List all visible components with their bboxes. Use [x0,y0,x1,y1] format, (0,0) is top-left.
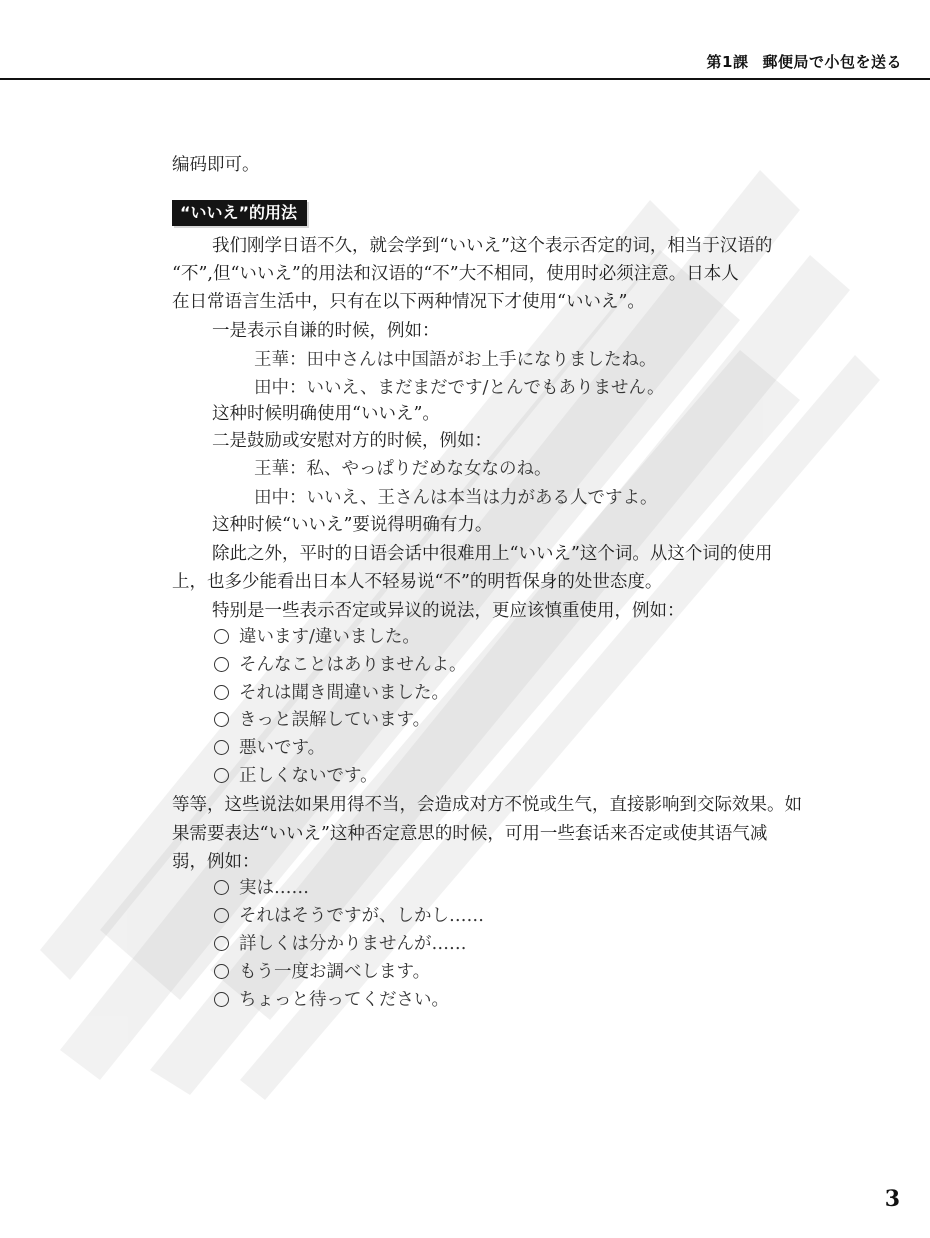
list-item [214,768,378,786]
paragraph-1-line-2: “不”,但“いいえ”的用法和汉语的“不”大不相同，使用时必须注意。日本人 [172,264,739,284]
list-item-text: 悪いです。 [239,738,326,758]
list-item [214,936,467,954]
case-1-example-1: 王華：田中さんは中国語がお上手になりましたね。 [254,350,657,370]
list-item-text: 詳しくは分かりませんが…… [239,934,467,954]
header-lesson: 第1課 [706,53,749,71]
paragraph-3-line-1: 特别是一些表示否定或异议的说法，更应该慎重使用，例如： [212,601,685,621]
circle-bullet-icon [214,964,229,979]
circle-bullet-icon [214,629,229,644]
list-item-text: きっと誤解しています。 [239,710,431,730]
circle-bullet-icon [214,936,229,951]
paragraph-4-line-3: 弱，例如： [172,852,260,872]
list-item [214,964,430,982]
list-item [214,629,420,647]
list-item-text: ちょっと待ってください。 [239,990,449,1010]
list-item [214,657,467,675]
case-1-intro: 一是表示自谦的时候，例如： [212,321,440,341]
intro-line: 编码即可。 [172,155,260,175]
page-number: 3 [884,1186,900,1212]
list-item-text: そんなことはありませんよ。 [239,655,467,675]
case-2-example-1: 王華：私、やっぱりだめな女なのね。 [254,459,552,479]
case-1-note: 这种时候明确使用“いいえ”。 [212,404,440,424]
paragraph-4-line-2: 果需要表达“いいえ”这种否定意思的时候，可用一些套话来否定或使其语气减 [172,824,768,844]
paragraph-2-line-2: 上，也多少能看出日本人不轻易说“不”的明哲保身的处世态度。 [172,572,663,592]
circle-bullet-icon [214,992,229,1007]
list-item-text: それは聞き間違いました。 [239,683,449,703]
paragraph-2-line-1: 除此之外，平时的日语会话中很难用上“いいえ”这个词。从这个词的使用 [212,544,773,564]
paragraph-4-line-1: 等等，这些说法如果用得不当，会造成对方不悦或生气，直接影响到交际效果。如 [172,795,802,815]
circle-bullet-icon [214,908,229,923]
list-item-text: もう一度お調べします。 [239,962,431,982]
case-2-example-2: 田中：いいえ、王さんは本当は力がある人ですよ。 [254,488,658,508]
case-1-example-2: 田中：いいえ、まだまだです/とんでもありません。 [254,378,665,398]
list-item-text: それはそうですが、しかし…… [239,906,484,926]
paragraph-1-line-3: 在日常语言生活中，只有在以下两种情况下才使用“いいえ”。 [172,292,645,312]
list-item [214,685,449,703]
list-item-text: 正しくないです。 [239,766,378,786]
list-item [214,712,430,730]
running-header [707,51,902,72]
list-item-text: 違います/違いました。 [239,627,420,647]
circle-bullet-icon [214,712,229,727]
circle-bullet-icon [214,768,229,783]
list-item [214,992,449,1010]
circle-bullet-icon [214,657,229,672]
list-item [214,880,309,898]
case-2-note: 这种时候“いいえ”要说得明确有力。 [212,515,493,535]
circle-bullet-icon [214,740,229,755]
circle-bullet-icon [214,685,229,700]
circle-bullet-icon [214,880,229,895]
list-item [214,740,325,758]
section-heading: “いいえ”的用法 [172,200,307,226]
header-rule [0,78,930,80]
case-2-intro: 二是鼓励或安慰对方的时候，例如： [212,431,492,451]
paragraph-1-line-1: 我们刚学日语不久，就会学到“いいえ”这个表示否定的词，相当于汉语的 [212,236,773,256]
list-item-text: 実は…… [239,878,309,898]
header-title: 郵便局で小包を送る [762,53,902,71]
list-item [214,908,484,926]
